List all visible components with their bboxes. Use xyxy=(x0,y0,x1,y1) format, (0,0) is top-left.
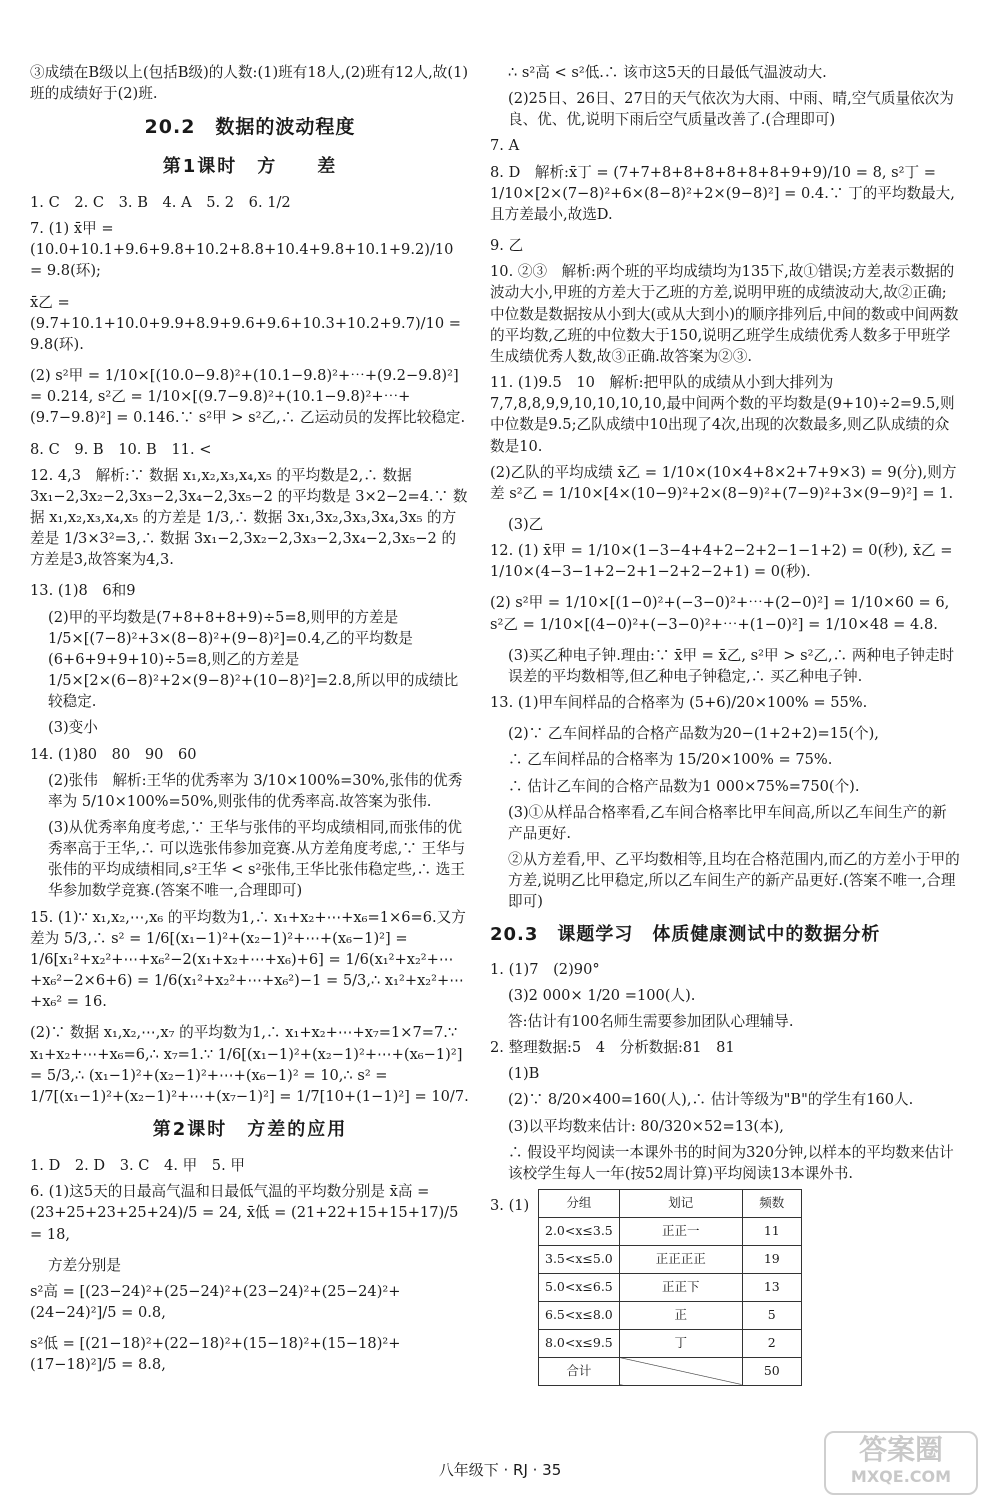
text-line: 7. (1) x̄甲 = (10.0+10.1+9.6+9.8+10.2+8.8+10.4+9.8+10.1+9.2)/10 = 9.8(环); xyxy=(30,220,454,280)
group-cell: 3.5<x≤5.0 xyxy=(539,1245,620,1273)
text-line: ∴ 乙车间样品的合格率为 15/20×100% = 75%. xyxy=(508,751,833,769)
left-column xyxy=(30,62,470,1386)
text-line: 9. 乙 xyxy=(490,237,524,255)
text-line: 15. (1)∵ x₁,x₂,⋯,x₆ 的平均数为1,∴ x₁+x₂+⋯+x₆=1×6=6.又方差为 5/3,∴ s² = 1/6[(x₁−1)²+(x₂−1)²+⋯+(x₆−1)²] = 1/6[x₁²+x₂²+⋯+x₆²−2(x₁+x₂+⋯+x₆)+6] = 1/6(x₁²+x₂²+⋯+x₆²−2×6+6) = 1/6(x₁²+x₂²+⋯+x₆²)−1 = 5/3,∴ x₁²+x₂²+⋯+x₆² = 16. xyxy=(30,908,466,1011)
table-header-row xyxy=(539,1189,802,1217)
text-line: ∴ 估计乙车间的合格产品数为1 000×75%=750(个). xyxy=(508,777,860,795)
total-tally-empty xyxy=(619,1357,742,1385)
text-line: (2)乙队的平均成绩 x̄乙 = 1/10×(10×4+8×2+7+9×3) = 9(分),则方差 s²乙 = 1/10×[4×(10−9)²+2×(8−9)²+(7−9)²+3×(9−9)²] = 1. xyxy=(490,463,957,502)
text-line: (3)从优秀率角度考虑,∵ 王华与张伟的平均成绩相同,而张伟的优秀率高于王华,∴ 可以选张伟参加竞赛.从方差角度考虑,∵ 王华与张伟的平均成绩相同,s²王华 < s²张伟,王华比张伟稳定些,∴ 选王华参加数学竞赛.(答案不唯一,合理即可) xyxy=(48,819,466,900)
tally-cell: 正正下 xyxy=(619,1273,742,1301)
tally-cell: 丁 xyxy=(619,1329,742,1357)
text-line: 10. ②③ 解析:两个班的平均成绩均为135下,故①错误;方差表示数据的波动大小,甲班的方差大于乙班的方差,说明甲班的成绩波动大,故②正确;中位数是数据按从小到大(或从大到小)的顺序排列后,中间的数或中间两数的平均数,乙班的中位数大于150,说明乙班学生成绩优秀人数多于甲班学生成绩优秀人数,故③正确.故答案为②③. xyxy=(490,263,959,365)
text-line: s²低 = [(21−18)²+(22−18)²+(15−18)²+(15−18)²+(17−18)²]/5 = 8.8, xyxy=(30,1335,401,1374)
total-frequency: 50 xyxy=(742,1357,801,1385)
tally-cell: 正正一 xyxy=(619,1217,742,1245)
lesson-heading: 第1课时 方 差 xyxy=(162,155,338,177)
text-line: 13. (1)甲车间样品的合格率为 (5+6)/20×100% = 55%. xyxy=(490,694,868,712)
text-line: 12. 4,3 解析:∵ 数据 x₁,x₂,x₃,x₄,x₅ 的平均数是2,∴ 数据 3x₁−2,3x₂−2,3x₃−2,3x₄−2,3x₅−2 的平均数是 3×2−2=4.∵ 数据 x₁,x₂,x₃,x₄,x₅ 的方差是 1/3,∴ 数据 3x₁,3x₂,3x₃,3x₄,3x₅ 的方差是 1/3×3²=3,∴ 数据 3x₁−2,3x₂−2,3x₃−2,3x₄−2,3x₅−2 的方差是3,故答案为4,3. xyxy=(30,466,468,569)
right-column xyxy=(490,62,960,1386)
frequency-table-label: 3. (1) xyxy=(490,1196,530,1214)
section-heading: 20.2 数据的波动程度 xyxy=(144,116,356,139)
frequency-cell: 5 xyxy=(742,1301,801,1329)
text-line: 12. (1) x̄甲 = 1/10×(1−3−4+4+2−2+2−1−1+2) = 0(秒), x̄乙 = 1/10×(4−3−1+2−2+1−2+2−2+1) = 0(秒). xyxy=(490,542,953,581)
section-heading: 20.3 课题学习 体质健康测试中的数据分析 xyxy=(490,924,881,946)
text-line: 1. C 2. C 3. B 4. A 5. 2 6. 1/2 xyxy=(30,193,291,211)
lesson-heading: 第2课时 方差的应用 xyxy=(152,1119,348,1141)
text-line: 8. C 9. B 10. B 11. < xyxy=(30,440,212,458)
table-row xyxy=(539,1217,802,1245)
text-line: 2. 整理数据:5 4 分析数据:81 81 xyxy=(490,1039,735,1057)
frequency-cell: 2 xyxy=(742,1329,801,1357)
tally-cell: 正正正正 xyxy=(619,1245,742,1273)
header-group: 分组 xyxy=(539,1189,620,1217)
table-row xyxy=(539,1301,802,1329)
group-cell: 8.0<x≤9.5 xyxy=(539,1329,620,1357)
frequency-table xyxy=(538,1189,802,1386)
text-line: 11. (1)9.5 10 解析:把甲队的成绩从小到大排列为7,7,8,8,9,9,10,10,10,10,最中间两个数的平均数是(9+10)÷2=9.5,则中位数是9.5;乙队成绩中10出现了4次,出现的次数最多,则乙队成绩的众数是10. xyxy=(490,374,955,455)
frequency-cell: 13 xyxy=(742,1273,801,1301)
right-text-block xyxy=(490,62,960,1184)
group-cell: 5.0<x≤6.5 xyxy=(539,1273,620,1301)
text-line: ③成绩在B级以上(包括B级)的人数:(1)班有18人,(2)班有12人,故(1)班的成绩好于(2)班. xyxy=(30,64,469,103)
table-row xyxy=(539,1273,802,1301)
text-line: (1)B xyxy=(508,1065,540,1083)
text-line: 8. D 解析:x̄丁 = (7+7+8+8+8+8+8+8+9+9)/10 = 8, s²丁 = 1/10×[2×(7−8)²+6×(8−8)²+2×(9−8)²] = 0.4.∵ 丁的平均数最大,且方差最小,故选D. xyxy=(490,163,955,223)
text-line: 答:估计有100名师生需要参加团队心理辅导. xyxy=(508,1012,794,1030)
table-row xyxy=(539,1245,802,1273)
text-line: (2) s²甲 = 1/10×[(10.0−9.8)²+(10.1−9.8)²+⋯+(9.2−9.8)²] = 0.214, s²乙 = 1/10×[(9.7−9.8)²+(10.1−9.8)²+⋯+(9.7−9.8)²] = 0.146.∵ s²甲 > s²乙,∴ 乙运动员的发挥比较稳定. xyxy=(30,367,466,427)
text-line: 1. D 2. D 3. C 4. 甲 5. 甲 xyxy=(30,1157,245,1175)
total-label: 合计 xyxy=(539,1357,620,1385)
frequency-cell: 11 xyxy=(742,1217,801,1245)
frequency-cell: 19 xyxy=(742,1245,801,1273)
text-line: ②从方差看,甲、乙平均数相等,且均在合格范围内,而乙的方差小于甲的方差,说明乙比甲稳定,所以乙车间生产的新产品更好.(答案不唯一,合理即可) xyxy=(508,851,960,911)
text-line: (3)变小 xyxy=(48,719,98,737)
text-line: (2)∵ 乙车间样品的合格产品数为20−(1+2+2)=15(个), xyxy=(508,725,879,743)
text-line: ∴ s²高 < s²低.∴ 该市这5天的日最低气温波动大. xyxy=(508,64,827,81)
text-line: 6. (1)这5天的日最高气温和日最低气温的平均数分别是 x̄高 = (23+25+23+25+24)/5 = 24, x̄低 = (21+22+15+15+17)/5 = 18, xyxy=(30,1183,459,1243)
text-line: (2)张伟 解析:王华的优秀率为 3/10×100%=30%,张伟的优秀率为 5/10×100%=50%,则张伟的优秀率高.故答案为张伟. xyxy=(48,771,463,810)
text-line: (2)甲的平均数是(7+8+8+8+9)÷5=8,则甲的方差是 1/5×[(7−8)²+3×(8−8)²+(9−8)²]=0.4,乙的平均数是(6+6+9+9+10)÷5=8,则乙的方差是 1/5×[2×(6−8)²+2×(9−8)²+(10−8)²]=2.8,所以甲的成绩比较稳定. xyxy=(48,608,459,711)
text-line: 14. (1)80 80 90 60 xyxy=(30,745,197,763)
text-line: 13. (1)8 6和9 xyxy=(30,582,136,600)
text-line: (3)以平均数来估计: 80/320×52=13(本), xyxy=(508,1117,784,1135)
frequency-table-block xyxy=(490,1189,960,1386)
table-total-row xyxy=(539,1357,802,1385)
watermark-logo: 答案圈 MXQE.COM xyxy=(824,1431,978,1495)
tally-cell: 正 xyxy=(619,1301,742,1329)
text-line: 7. A xyxy=(490,137,520,155)
table-row xyxy=(539,1329,802,1357)
text-line: s²高 = [(23−24)²+(25−24)²+(23−24)²+(25−24)²+(24−24)²]/5 = 0.8, xyxy=(30,1282,401,1322)
text-line: (2) s²甲 = 1/10×[(1−0)²+(−3−0)²+⋯+(2−0)²] = 1/10×60 = 6, s²乙 = 1/10×[(4−0)²+(−3−0)²+⋯+(1−0)²] = 1/10×48 = 4.8. xyxy=(490,594,950,633)
text-line: (2)25日、26日、27日的天气依次为大雨、中雨、晴,空气质量依次为良、优、优,说明下雨后空气质量改善了.(合理即可) xyxy=(508,90,954,129)
text-line: (3)2 000× 1/20 =100(人). xyxy=(508,986,696,1004)
text-line: (3)乙 xyxy=(508,515,544,533)
text-line: x̄乙 = (9.7+10.1+10.0+9.9+8.9+9.6+9.6+10.3+10.2+9.7)/10 = 9.8(环). xyxy=(30,293,462,353)
text-line: ∴ 假设平均阅读一本课外书的时间为320分钟,以样本的平均数来估计该校学生每人一年(按52周计算)平均阅读13本课外书. xyxy=(508,1143,954,1182)
text-line: (2)∵ 8/20×400=160(人),∴ 估计等级为"B"的学生有160人. xyxy=(508,1091,914,1109)
group-cell: 2.0<x≤3.5 xyxy=(539,1217,620,1245)
header-tally: 划记 xyxy=(619,1189,742,1217)
text-line: 方差分别是 xyxy=(48,1256,121,1274)
text-line: (3)买乙种电子钟.理由:∵ x̄甲 = x̄乙, s²甲 > s²乙,∴ 两种电子钟走时误差的平均数相等,但乙种电子钟稳定,∴ 买乙种电子钟. xyxy=(508,646,955,685)
page-footer: 八年级下 · RJ · 35 xyxy=(438,1461,562,1479)
group-cell: 6.5<x≤8.0 xyxy=(539,1301,620,1329)
text-line: (3)①从样品合格率看,乙车间合格率比甲车间高,所以乙车间生产的新产品更好. xyxy=(508,803,947,842)
text-line: (2)∵ 数据 x₁,x₂,⋯,x₇ 的平均数为1,∴ x₁+x₂+⋯+x₇=1×7=7.∵ x₁+x₂+⋯+x₆=6,∴ x₇=1.∵ 1/6[(x₁−1)²+(x₂−1)²+⋯+(x₆−1)²] = 5/3,∴ (x₁−1)²+(x₂−1)²+⋯+(x₆−1)² = 10,∴ s² = 1/7[(x₁−1)²+(x₂−1)²+⋯+(x₇−1)²] = 1/7[10+(1−1)²] = 10/7. xyxy=(30,1024,469,1105)
text-line: 1. (1)7 (2)90° xyxy=(490,960,600,978)
header-frequency: 频数 xyxy=(742,1189,801,1217)
